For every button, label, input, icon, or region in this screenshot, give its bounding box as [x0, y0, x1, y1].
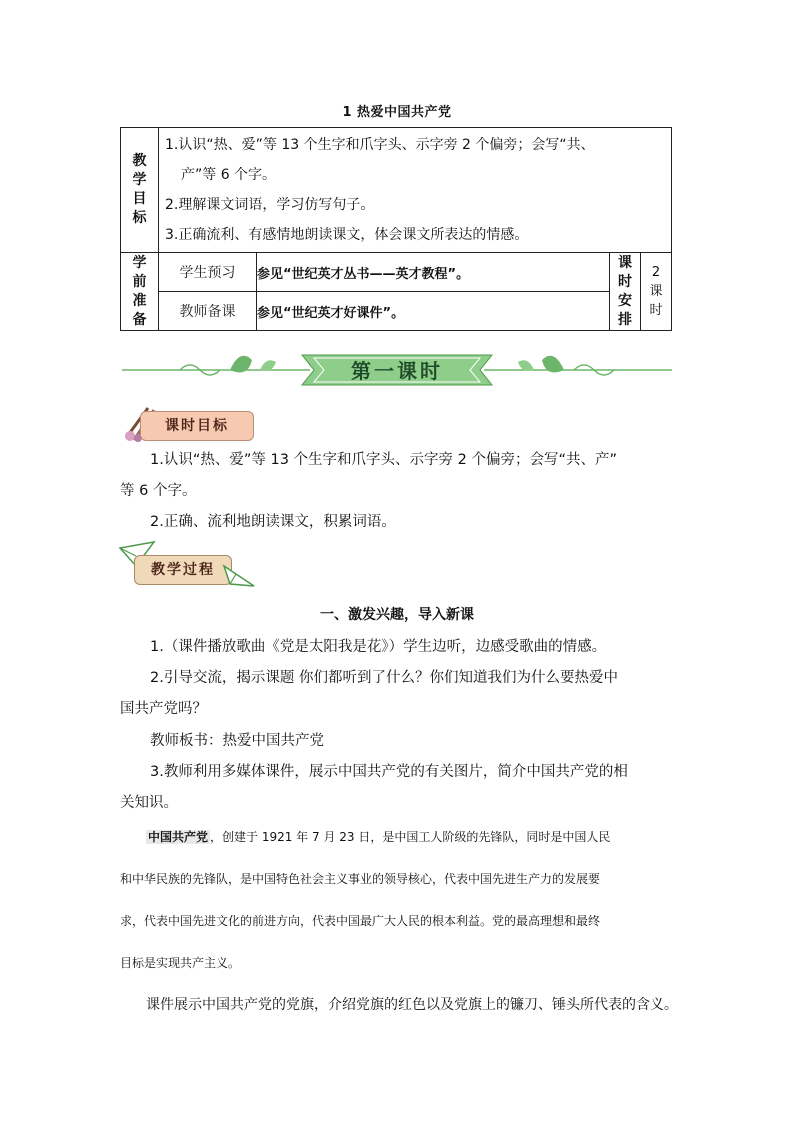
banner-title: 第一课时: [351, 359, 443, 383]
quote-line-2: 和中华民族的先锋队，是中国特色社会主义事业的领导核心，代表中国先进生产力的发展要: [120, 872, 601, 886]
section-heading: 一、激发兴趣，导入新课: [320, 607, 474, 623]
lesson-goal-1-cont: 等 6 个字。: [120, 483, 197, 499]
teacher-prep-label: 教师备课: [159, 292, 257, 331]
prep-label: 学 前 准 备: [121, 253, 159, 331]
quote-line-3: 求，代表中国先进文化的前进方向，代表中国最广大人民的根本利益。党的最高理想和最终: [120, 914, 601, 928]
process-step-2: 2.引导交流，揭示课题 你们都听到了什么？你们知道我们为什么要热爱中: [150, 670, 618, 686]
closing-paragraph: 课件展示中国共产党的党旗，介绍党旗的红色以及党旗上的镰刀、锤头所代表的含义。: [146, 997, 678, 1013]
goals-label: 教 学 目 标: [121, 128, 159, 253]
lesson-goal-tag: 课时目标: [140, 411, 254, 441]
teaching-process-tag: 教学过程: [134, 555, 232, 585]
lesson-goal-1: 1.认识“热、爱”等 13 个生字和爪字头、示字旁 2 个偏旁；会写“共、产”: [150, 452, 617, 468]
goals-content: 1.认识“热、爱”等 13 个生字和爪字头、示字旁 2 个偏旁；会写“共、 产”等 6 个字。 2.理解课文词语，学习仿写句子。 3.正确流利、有感情地朗读课文，体会课文所表达的情感。: [159, 128, 672, 253]
lesson-goal-2: 2.正确、流利地朗读课文，积累词语。: [150, 514, 396, 530]
paper-plane-icon-right: [222, 562, 258, 590]
process-step-2-cont: 国共产党吗？: [120, 701, 207, 717]
page-title: 1 热爱中国共产党: [342, 105, 452, 120]
teacher-board-note: 教师板书：热爱中国共产党: [150, 733, 324, 749]
lesson-schedule-value: 2 课 时: [641, 253, 672, 331]
lesson-schedule-label: 课 时 安 排: [610, 253, 641, 331]
teacher-prep-value: 参见“世纪英才好课件”。: [257, 292, 610, 331]
process-step-1: 1.（课件播放歌曲《党是太阳我是花》）学生边听，边感受歌曲的情感。: [150, 639, 607, 655]
lesson-plan-table: [120, 127, 672, 331]
student-preview-label: 学生预习: [159, 253, 257, 292]
quote-line-1: 中国共产党 ，创建于 1921 年 7 月 23 日，是中国工人阶级的先锋队，同时是中国人民: [148, 830, 611, 844]
quote-line-4: 目标是实现共产主义。: [120, 956, 241, 970]
process-step-3-cont: 关知识。: [120, 795, 178, 811]
student-preview-value: 参见“世纪英才丛书——英才教程”。: [257, 253, 610, 292]
process-step-3: 3.教师利用多媒体课件，展示中国共产党的有关图片，简介中国共产党的相: [150, 764, 628, 780]
quote-highlight: 中国共产党: [148, 830, 209, 844]
